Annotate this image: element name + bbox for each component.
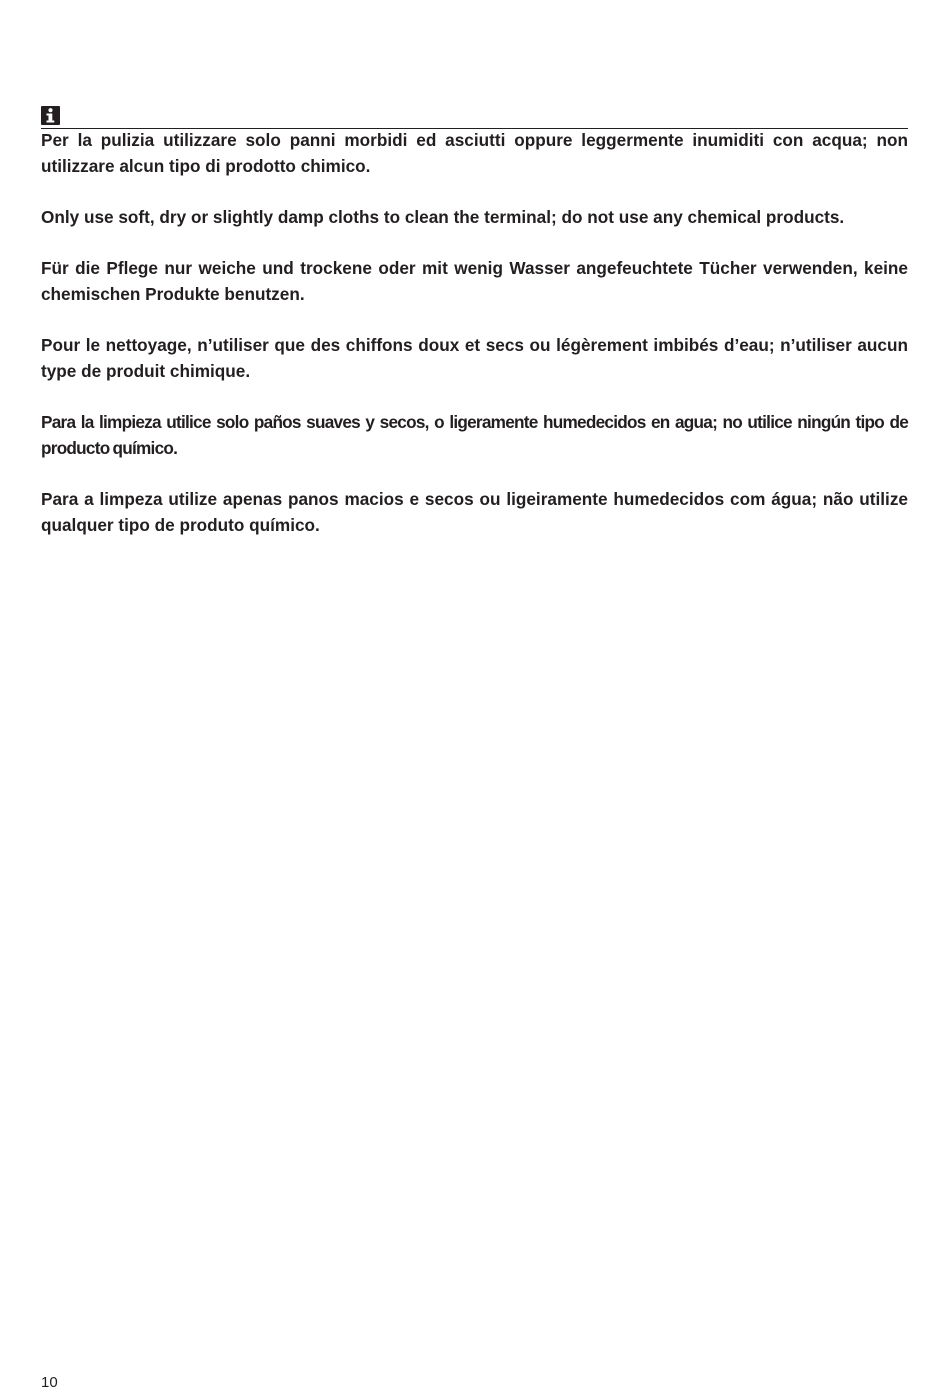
paragraph-english: Only use soft, dry or slightly damp cloths to clean the terminal; do not use any chemical products. [41, 207, 845, 227]
paragraph-german: Für die Pflege nur weiche und trockene oder mit wenig Wasser angefeuchtete Tücher verwenden, keine chemischen Produkte benutzen. [41, 258, 908, 304]
page-number: 10 [41, 1374, 58, 1391]
paragraph-spanish: Para la limpieza utilice solo paños suaves y secos, o ligeramente humedecidos en agua; no utilice ningún tipo de producto químico. [41, 412, 908, 458]
info-header [41, 105, 908, 129]
paragraph-italian: Per la pulizia utilizzare solo panni morbidi ed asciutti oppure leggermente inumiditi con acqua; non utilizzare alcun tipo di prodotto chimico. [41, 130, 908, 176]
paragraph-portuguese: Para a limpeza utilize apenas panos macios e secos ou ligeiramente humedecidos com água; não utilize qualquer tipo de produto químico. [41, 489, 908, 535]
info-icon [41, 106, 60, 125]
paragraph-french: Pour le nettoyage, n’utiliser que des chiffons doux et secs ou légèrement imbibés d’eau; n’utiliser aucun type de produit chimique. [41, 335, 908, 381]
cleaning-instructions [41, 127, 908, 563]
